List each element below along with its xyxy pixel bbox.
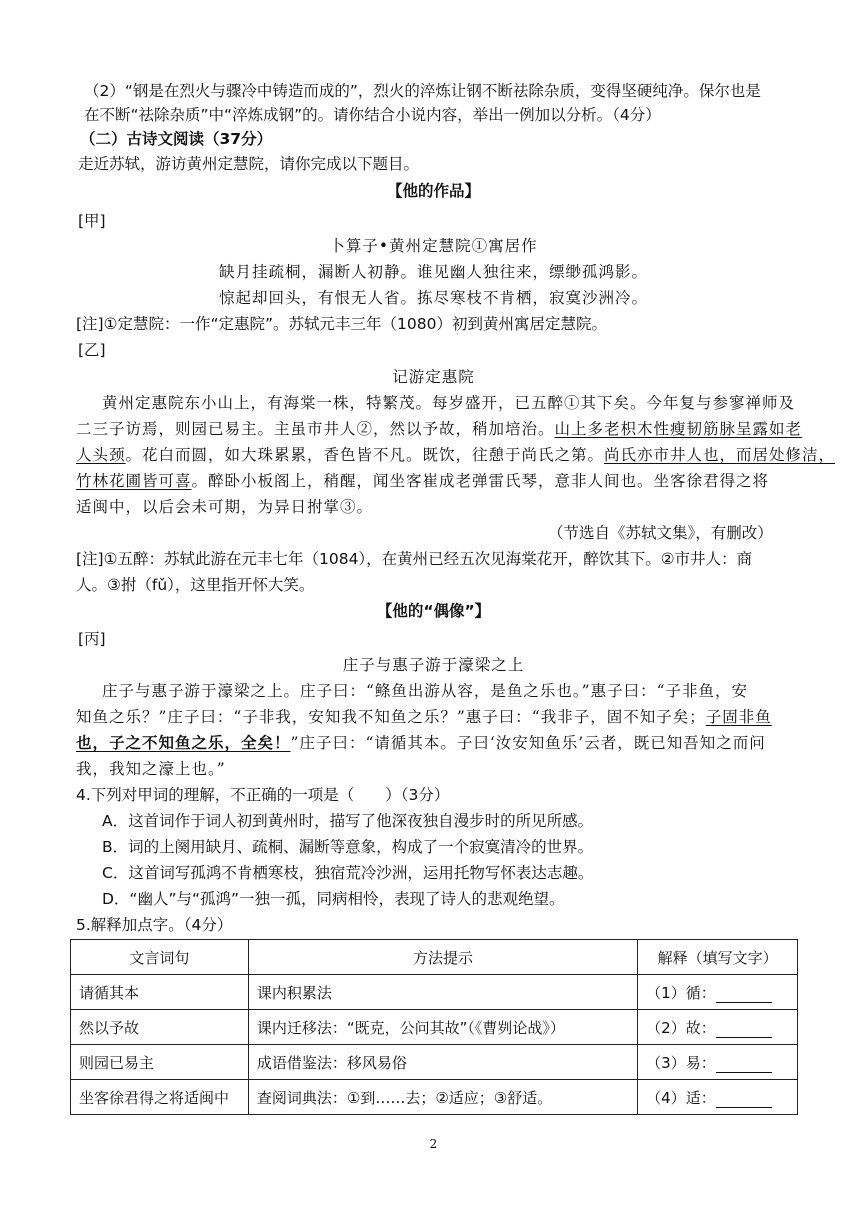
- idol-line-2-text: 知鱼之乐？”庄子曰：“子非我，安知我不知鱼之乐？”惠子曰：“我非子，固不知子矣；: [76, 708, 706, 726]
- table-cell-answer: [638, 975, 798, 1010]
- idol-line-2: [76, 706, 772, 728]
- prose-line-5: 适闽中，以后会未可期，为异日拊掌③。: [76, 498, 374, 516]
- q4-stem: 4.下列对甲词的理解，不正确的一项是（ ）（3分）: [76, 786, 450, 804]
- section-heading: （二）古诗文阅读（37分）: [80, 130, 273, 148]
- underlined-sentence-b: 尚氏亦市井人也，而居处修洁，: [604, 446, 836, 464]
- page-number: 2: [429, 1137, 438, 1151]
- table-header: 文言词句: [71, 940, 249, 975]
- answer-blank[interactable]: [716, 1056, 772, 1073]
- jia-label: [甲]: [78, 212, 106, 230]
- table-row: [71, 1080, 798, 1115]
- underlined-sentence-a: 山上多老枳木性瘦韧筋脉呈露如老: [554, 420, 803, 438]
- prose-line-3: [76, 444, 835, 466]
- table-cell-phrase: 坐客徐君得之将适闽中: [71, 1080, 249, 1115]
- table-row: [71, 1010, 798, 1045]
- table-cell-phrase: 然以予故: [71, 1010, 249, 1045]
- table-cell-answer: [638, 1045, 798, 1080]
- q3-part2-line1: （2）“钢是在烈火与骤冷中铸造而成的”，烈火的淬炼让钢不断祛除杂质，变得坚硬纯净。保尔也是: [84, 82, 761, 100]
- table-cell-answer: [638, 1080, 798, 1115]
- q3-part2-line2: 在不断“祛除杂质”中“淬炼成钢”的。请你结合小说内容，举出一例加以分析。（4分）: [84, 106, 661, 124]
- prose-line-4: [76, 470, 769, 492]
- prose-line-2: [76, 418, 802, 440]
- table-cell-method: 课内积累法: [248, 975, 637, 1010]
- answer-blank[interactable]: [716, 1091, 772, 1108]
- answer-label: （1）循：: [646, 983, 716, 1002]
- table-row: [71, 1045, 798, 1080]
- poem-line-2: 惊起却回头，有恨无人省。拣尽寒枝不肯栖，寂寞沙洲冷。: [218, 289, 648, 307]
- q4-option-d: D．“幽人”与“孤鸿”一独一孤，同病相怜，表现了诗人的悲观绝望。: [102, 890, 565, 908]
- table-row: [71, 975, 798, 1010]
- idol-heading: 【他的“偶像”】: [376, 602, 491, 620]
- q4-option-b: B．词的上阕用缺月、疏桐、漏断等意象，构成了一个寂寞清冷的世界。: [102, 838, 594, 856]
- section-intro: 走近苏轼，游访黄州定慧院，请你完成以下题目。: [78, 155, 420, 173]
- answer-label: （2）故：: [646, 1018, 716, 1037]
- poem-title: 卜算子•黄州定慧院①寓居作: [329, 237, 538, 255]
- q4-option-a: A．这首词作于词人初到黄州时，描写了他深夜独自漫步时的所见所感。: [102, 812, 594, 830]
- prose-line-2-text: 二三子访焉，则园已易主。主虽市井人②，然以予故，稍加培治。: [76, 420, 555, 438]
- q5-stem: 5.解释加点字。（4分）: [76, 916, 233, 934]
- table-header-row: [71, 940, 798, 975]
- underlined-sentence-c-end: 也，子之不知鱼之乐，全矣！: [76, 733, 291, 752]
- answer-blank[interactable]: [716, 1021, 772, 1038]
- prose-line-1: 黄州定惠院东小山上，有海棠一株，特繁茂。每岁盛开，已五醉①其下矣。今年复与参寥禅师及: [102, 394, 796, 412]
- prose-line-3-text: 。花白而圆，如大珠累累，香色皆不凡。既饮，往憩于尚氏之第。: [125, 446, 605, 464]
- answer-label: （4）适：: [646, 1088, 716, 1107]
- prose-title: 记游定惠院: [392, 368, 475, 386]
- source-citation: （节选自《苏轼文集》，有删改）: [548, 524, 773, 542]
- bing-label: [丙]: [78, 630, 106, 648]
- answer-blank[interactable]: [716, 986, 772, 1003]
- poem-note: [注]①定慧院：一作“定惠院”。苏轼元丰三年（1080）初到黄州寓居定慧院。: [76, 315, 607, 333]
- prose-note-2: 人。③拊（fǔ），这里指开怀大笑。: [76, 576, 315, 594]
- prose-note-1: [注]①五醉：苏轼此游在元丰七年（1084），在黄州已经五次见海棠花开，醉饮其下。②市井人：商: [76, 550, 753, 568]
- prose-line-4-text: 。醉卧小板阁上，稍醒，闻坐客崔成老弹雷氏琴，意非人间也。坐客徐君得之将: [191, 472, 770, 490]
- yi-label: [乙]: [78, 341, 106, 359]
- table-cell-answer: [638, 1010, 798, 1045]
- idol-line-3-text: ”庄子曰：“请循其本。子曰‘汝安知鱼乐’云者，既已知吾知之而问: [290, 734, 766, 752]
- table-cell-method: 查阅词典法：①到……去；②适应；③舒适。: [248, 1080, 637, 1115]
- table-header: 方法提示: [248, 940, 637, 975]
- q5-table: [70, 939, 798, 1115]
- table-cell-method: 成语借鉴法：移风易俗: [248, 1045, 637, 1080]
- answer-label: （3）易：: [646, 1053, 716, 1072]
- poem-line-1: 缺月挂疏桐，漏断人初静。谁见幽人独往来，缥缈孤鸿影。: [218, 263, 648, 281]
- idol-line-3: [76, 732, 766, 754]
- idol-title: 庄子与惠子游于濠梁之上: [342, 656, 525, 674]
- underlined-sentence-b-end: 竹林花圃皆可喜: [76, 472, 192, 490]
- underlined-sentence-a-end: 人头颈: [76, 446, 126, 464]
- q4-option-c: C．这首词写孤鸿不肯栖寒枝，独宿荒冷沙洲，运用托物写怀表达志趣。: [102, 864, 594, 882]
- table-cell-method: 课内迁移法：“既克，公问其故”（《曹刿论战》）: [248, 1010, 637, 1045]
- idol-line-1: 庄子与惠子游于濠梁之上。庄子曰：“鲦鱼出游从容，是鱼之乐也。”惠子曰：“子非鱼，安: [102, 682, 749, 700]
- underlined-sentence-c: 子固非鱼: [705, 708, 772, 726]
- table-cell-phrase: 则园已易主: [71, 1045, 249, 1080]
- table-header: 解释（填写文字）: [638, 940, 798, 975]
- idol-line-4: 我，我知之濠上也。”: [76, 760, 226, 778]
- works-heading: 【他的作品】: [386, 182, 480, 200]
- table-cell-phrase: 请循其本: [71, 975, 249, 1010]
